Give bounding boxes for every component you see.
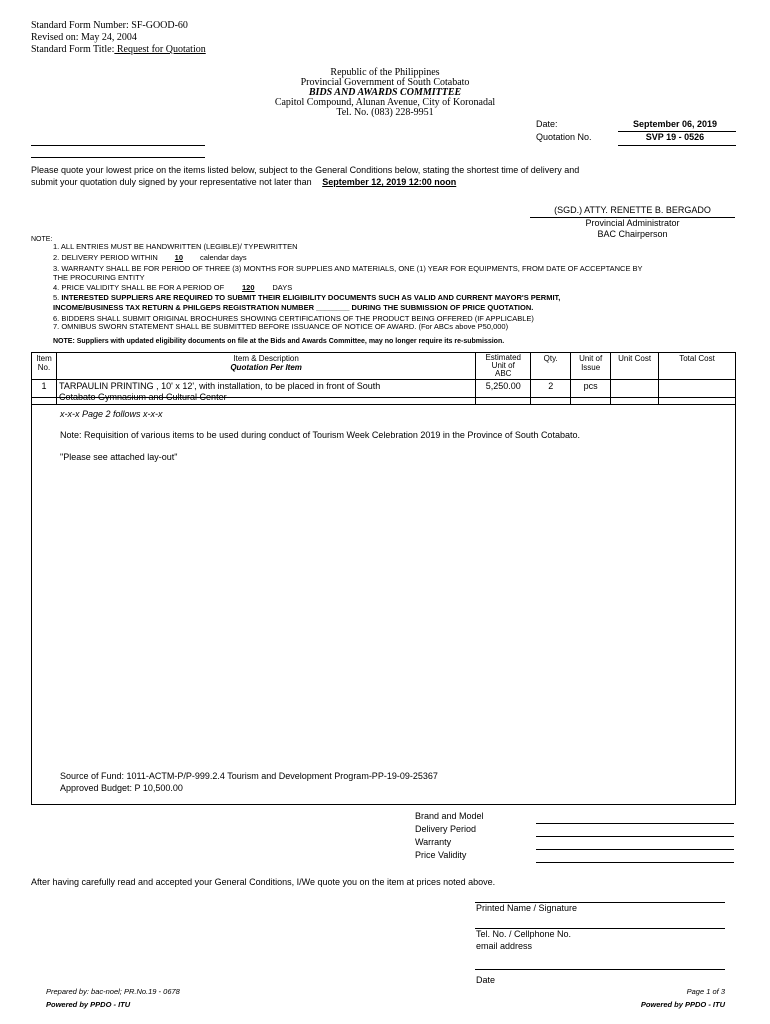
- table-header-row: [32, 353, 736, 380]
- note-3b: THE PROCURING ENTITY: [53, 273, 145, 282]
- spec-validity-field[interactable]: [536, 862, 734, 863]
- form-number: Standard Form Number: SF-GOOD-60: [31, 20, 188, 31]
- row-estimated: 5,250.00: [476, 380, 531, 405]
- date-field[interactable]: [475, 969, 725, 970]
- price-validity-days: 120: [242, 283, 255, 292]
- spec-delivery-label: Delivery Period: [415, 824, 477, 834]
- spec-brand-label: Brand and Model: [415, 811, 484, 821]
- form-title: [31, 44, 206, 55]
- spec-brand-field[interactable]: [536, 823, 734, 824]
- quotation-label: Quotation No.: [536, 132, 592, 142]
- note-5b: INCOME/BUSINESS TAX RETURN & PHILGEPS REGISTRATION NUMBER ________ DURING THE SUBMISSION OF PRICE QUOTATION.: [53, 303, 534, 312]
- intro-line-2: [31, 177, 456, 187]
- email-label: email address: [476, 941, 533, 951]
- note-3a: 3. WARRANTY SHALL BE FOR PERIOD OF THREE (3) MONTHS FOR SUPPLIES AND MATERIALS, ONE (1) YEAR FOR EQUIPMENTS, FROM DATE OF ACCEPTANCE BY: [53, 264, 643, 273]
- intro-line-2-text: submit your quotation duly signed by your representative not later than: [31, 177, 312, 187]
- header-bac: BIDS AND AWARDS COMMITTEE: [308, 87, 462, 98]
- blank-line-1: [31, 145, 205, 146]
- requisition-note: Note: Requisition of various items to be used during conduct of Tourism Week Celebration 2019 in the Province of South Cotabato.: [60, 430, 580, 440]
- col-item-no: Item No.: [32, 353, 57, 380]
- note-2: [53, 253, 247, 262]
- note-5a: [53, 293, 560, 302]
- form-revised: Revised on: May 24, 2004: [31, 32, 137, 43]
- acceptance-text: After having carefully read and accepted your General Conditions, I/We quote you on the item at prices noted above.: [31, 877, 496, 887]
- powered-by-right: Powered by PPDO - ITU: [640, 1000, 725, 1009]
- header-republic: Republic of the Philippines: [330, 67, 440, 78]
- deadline: September 12, 2019 12:00 noon: [322, 177, 457, 187]
- col-unit-of-issue: Unit of Issue: [571, 353, 611, 380]
- eligibility-note: NOTE: Suppliers with updated eligibility documents on file at the Bids and Awards Committee, may no longer require its re-submission.: [53, 338, 505, 345]
- tel-label: Tel. No. / Cellphone No.: [476, 929, 572, 939]
- note-1: 1. ALL ENTRIES MUST BE HANDWRITTEN (LEGIBLE)/ TYPEWRITTEN: [53, 242, 298, 251]
- signatory-name: (SGD.) ATTY. RENETTE B. BERGADO: [554, 205, 711, 215]
- note-2-pre: 2. DELIVERY PERIOD WITHIN: [53, 253, 158, 262]
- col-estimated: Estimated Unit of ABC: [476, 353, 531, 380]
- note-7: 7. OMNIBUS SWORN STATEMENT SHALL BE SUBMITTED BEFORE ISSUANCE OF NOTICE OF AWARD. (For ABCs above P50,000): [53, 322, 509, 331]
- powered-by-left: Powered by PPDO - ITU: [46, 1000, 131, 1009]
- layout-note: "Please see attached lay-out": [60, 452, 178, 462]
- row-qty: 2: [531, 380, 571, 405]
- source-of-fund: Source of Fund: 1011-ACTM-P/P-999.2.4 Tourism and Development Program-PP-19-09-25367: [60, 771, 438, 781]
- date-value: September 06, 2019: [632, 119, 718, 129]
- prepared-by: Prepared by: bac-noel; PR.No.19 - 0678: [46, 987, 180, 996]
- signatory-title-1: Provincial Administrator: [585, 218, 680, 228]
- intro-line-1: Please quote your lowest price on the items listed below, subject to the General Conditions below, stating the shortest time of delivery and: [31, 165, 580, 175]
- blank-line-2: [31, 157, 205, 158]
- quotation-value: SVP 19 - 0526: [645, 132, 705, 142]
- row-unit: pcs: [571, 380, 611, 405]
- spec-warranty-label: Warranty: [415, 837, 452, 847]
- note-5-pre: 5.: [53, 293, 62, 302]
- col-total-cost: Total Cost: [659, 353, 736, 380]
- signature-date-label: Date: [476, 975, 496, 985]
- header-province: Provincial Government of South Cotabato: [300, 77, 470, 88]
- col-description: Item & Description Quotation Per Item: [56, 353, 475, 380]
- note-4-pre: 4. PRICE VALIDITY SHALL BE FOR A PERIOD OF: [53, 283, 225, 292]
- page-number: Page 1 of 3: [686, 987, 725, 996]
- note-4: [53, 283, 292, 292]
- signatory-title-2: BAC Chairperson: [597, 229, 668, 239]
- row-item-no: 1: [32, 380, 57, 405]
- header-tel: Tel. No. (083) 228-9951: [336, 107, 434, 118]
- agency-header: [220, 68, 550, 118]
- note-6: 6. BIDDERS SHALL SUBMIT ORIGINAL BROCHURES SHOWING CERTIFICATIONS OF THE PRODUCT BEING OFFERED (IF APPLICABLE): [53, 314, 534, 323]
- form-title-value: Request for Quotation: [114, 44, 206, 55]
- note-5a-text: INTERESTED SUPPLIERS ARE REQUIRED TO SUBMIT THEIR ELIGIBILITY DOCUMENTS SUCH AS VALID AND CURRENT MAYOR'S PERMIT,: [61, 293, 561, 302]
- spec-warranty-field[interactable]: [536, 849, 734, 850]
- note-2-post: calendar days: [199, 253, 247, 262]
- spec-delivery-field[interactable]: [536, 836, 734, 837]
- col-qty: Qty.: [531, 353, 571, 380]
- delivery-days: 10: [174, 253, 184, 262]
- note-4-post: DAYS: [272, 283, 293, 292]
- notes-label: NOTE:: [31, 236, 53, 243]
- row-description: TARPAULIN PRINTING , 10' x 12', with installation, to be placed in front of South Cotabato Gymnasium and Cultural Center: [56, 380, 475, 405]
- date-label: Date:: [536, 119, 558, 129]
- header-address: Capitol Compound, Alunan Avenue, City of Koronadal: [274, 97, 496, 108]
- col-unit-cost: Unit Cost: [611, 353, 659, 380]
- spec-validity-label: Price Validity: [415, 850, 467, 860]
- approved-budget: Approved Budget: P 10,500.00: [60, 783, 183, 793]
- form-title-label: Standard Form Title:: [31, 44, 115, 55]
- printed-name-label: Printed Name / Signature: [476, 903, 578, 913]
- page-follows: x-x-x Page 2 follows x-x-x: [60, 409, 163, 419]
